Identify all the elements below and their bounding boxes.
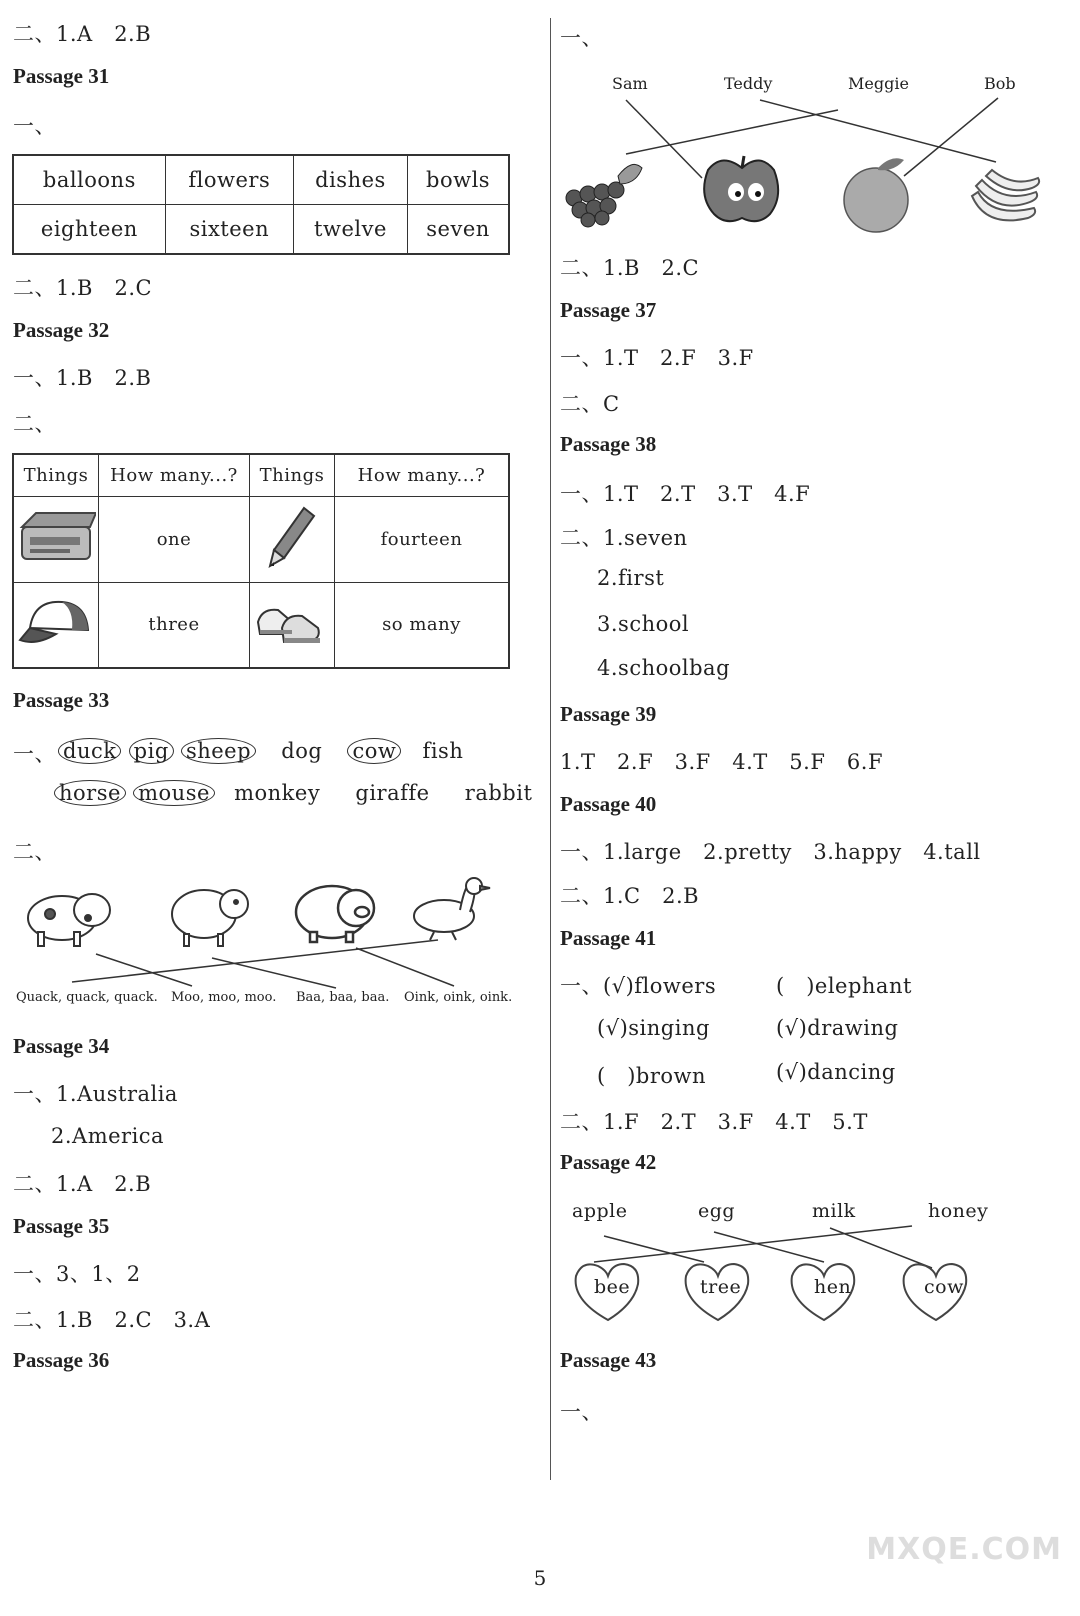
food-label: honey	[928, 1200, 989, 1222]
sound-label: Oink, oink, oink.	[404, 990, 513, 1005]
section-label: 一、	[13, 114, 56, 138]
answer-line: 一、(√)flowers	[560, 974, 717, 998]
name-label: Meggie	[848, 74, 909, 93]
section-label: 一、	[560, 26, 603, 50]
circled-word: mouse	[133, 780, 215, 806]
answer-line: 一、1.large 2.pretty 3.happy 4.tall	[560, 840, 981, 864]
answer-line: 一、1.T 2.T 3.T 4.F	[560, 482, 811, 506]
passage-38-heading: Passage 38	[560, 432, 657, 456]
sound-label: Quack, quack, quack.	[16, 990, 158, 1005]
table-cell: fourteen	[335, 496, 510, 582]
answer-line: 二、1.B 2.C	[13, 276, 153, 300]
food-label: milk	[812, 1200, 856, 1222]
section-label: 二、	[13, 412, 56, 436]
heart-icons	[576, 1264, 967, 1320]
table-cell: sixteen	[165, 205, 293, 255]
table-row	[13, 496, 509, 582]
animal-label: cow	[924, 1276, 964, 1298]
orange-icon	[844, 158, 908, 232]
food-label: apple	[572, 1200, 628, 1222]
table-cell: bowls	[408, 155, 509, 205]
section-label: 一、	[13, 742, 56, 766]
table-cell: one	[99, 496, 250, 582]
answer-line: ( )elephant	[776, 974, 912, 998]
table-header: Things	[250, 454, 335, 496]
word: fish	[422, 739, 464, 763]
word-row-1	[58, 738, 463, 764]
column-divider	[550, 18, 551, 1480]
pencil-image	[250, 496, 335, 582]
sound-label: Moo, moo, moo.	[171, 990, 277, 1005]
answer-line: 一、1.B 2.B	[13, 366, 152, 390]
table-header: How many...?	[335, 454, 510, 496]
answer-line: 二、1.B 2.C 3.A	[13, 1308, 211, 1332]
food-label: egg	[698, 1200, 736, 1222]
apple-icon	[704, 156, 778, 221]
name-label: Sam	[612, 74, 648, 93]
page-number: 5	[533, 1566, 547, 1590]
answer-line: 二、1.F 2.T 3.F 4.T 5.T	[560, 1110, 868, 1134]
section-label: 二、	[13, 840, 56, 864]
table-header: How many...?	[99, 454, 250, 496]
table-cell: three	[99, 582, 250, 668]
circled-word: duck	[58, 738, 121, 764]
passage-32-table	[12, 453, 510, 669]
shoes-icon	[252, 592, 332, 652]
word: rabbit	[464, 781, 533, 805]
section-label: 一、	[560, 1400, 603, 1424]
name-label: Teddy	[724, 74, 773, 93]
table-header: Things	[13, 454, 99, 496]
passage-31-table	[12, 154, 510, 255]
answer-line: 一、1.T 2.F 3.F	[560, 346, 754, 370]
name-label: Bob	[984, 74, 1016, 93]
answer-line: 4.schoolbag	[597, 656, 731, 680]
table-cell: seven	[408, 205, 509, 255]
table-row	[13, 155, 509, 205]
passage-35-heading: Passage 35	[13, 1214, 110, 1238]
sheep-icon	[172, 890, 248, 946]
duck-icon	[414, 878, 490, 940]
answer-line: 二、1.A 2.B	[13, 1172, 152, 1196]
matching-lines	[626, 98, 998, 178]
cow-icon	[28, 894, 110, 946]
passage-39-heading: Passage 39	[560, 702, 657, 726]
circled-word: horse	[54, 780, 126, 806]
answer-line: 3.school	[597, 612, 690, 636]
table-cell: balloons	[13, 155, 165, 205]
word: monkey	[234, 781, 321, 805]
table-header-row	[13, 454, 509, 496]
answer-line: (√)drawing	[776, 1016, 899, 1040]
matching-lines	[594, 1226, 932, 1268]
passage-33-heading: Passage 33	[13, 688, 110, 712]
passage-40-heading: Passage 40	[560, 792, 657, 816]
passage-31-heading: Passage 31	[13, 64, 110, 88]
matching-lines	[72, 940, 454, 988]
table-cell: eighteen	[13, 205, 165, 255]
answer-line: 一、3、1、2	[13, 1262, 141, 1286]
animal-label: bee	[594, 1276, 631, 1298]
answer-line: (√)singing	[597, 1016, 710, 1040]
fruit-matching-figure	[552, 96, 1080, 236]
cap-image	[13, 582, 99, 668]
table-cell: dishes	[293, 155, 407, 205]
circled-word: pig	[129, 738, 174, 764]
word-row-2	[54, 780, 532, 806]
answer-line: 二、C	[560, 392, 620, 416]
passage-42-heading: Passage 42	[560, 1150, 657, 1174]
animal-label: hen	[814, 1276, 852, 1298]
pencil-box-icon	[16, 507, 96, 567]
pencil-icon	[262, 502, 322, 572]
answer-line: 二、1.C 2.B	[560, 884, 700, 908]
table-row	[13, 205, 509, 255]
pencil-box-image	[13, 496, 99, 582]
answer-line: ( )brown	[597, 1064, 707, 1088]
watermark: MXQE.COM	[866, 1532, 1062, 1567]
table-cell: so many	[335, 582, 510, 668]
passage-32-heading: Passage 32	[13, 318, 110, 342]
passage-36-heading: Passage 36	[13, 1348, 110, 1372]
animal-matching-figure	[0, 870, 540, 1010]
cap-icon	[16, 592, 96, 652]
answer-line: 2.America	[51, 1124, 165, 1148]
table-row	[13, 582, 509, 668]
sound-label: Baa, baa, baa.	[296, 990, 390, 1005]
passage-37-heading: Passage 37	[560, 298, 657, 322]
shoes-image	[250, 582, 335, 668]
word: dog	[281, 739, 323, 763]
circled-word: sheep	[181, 738, 256, 764]
answer-line: 一、1.Australia	[13, 1082, 178, 1106]
answer-line: 二、1.seven	[560, 526, 688, 550]
table-cell: flowers	[165, 155, 293, 205]
answer-line: 2.first	[597, 566, 665, 590]
passage-34-heading: Passage 34	[13, 1034, 110, 1058]
passage-41-heading: Passage 41	[560, 926, 657, 950]
passage-43-heading: Passage 43	[560, 1348, 657, 1372]
grapes-icon	[566, 164, 642, 227]
pig-icon	[296, 886, 374, 942]
table-cell: twelve	[293, 205, 407, 255]
word: giraffe	[355, 781, 430, 805]
circled-word: cow	[347, 738, 401, 764]
animal-label: tree	[700, 1276, 742, 1298]
answer-line: (√)dancing	[776, 1060, 896, 1084]
answer-line: 1.T 2.F 3.F 4.T 5.F 6.F	[560, 750, 884, 774]
bananas-icon	[972, 170, 1039, 220]
answer-line: 二、1.B 2.C	[560, 256, 700, 280]
answer-line: 二、1.A 2.B	[13, 22, 152, 46]
